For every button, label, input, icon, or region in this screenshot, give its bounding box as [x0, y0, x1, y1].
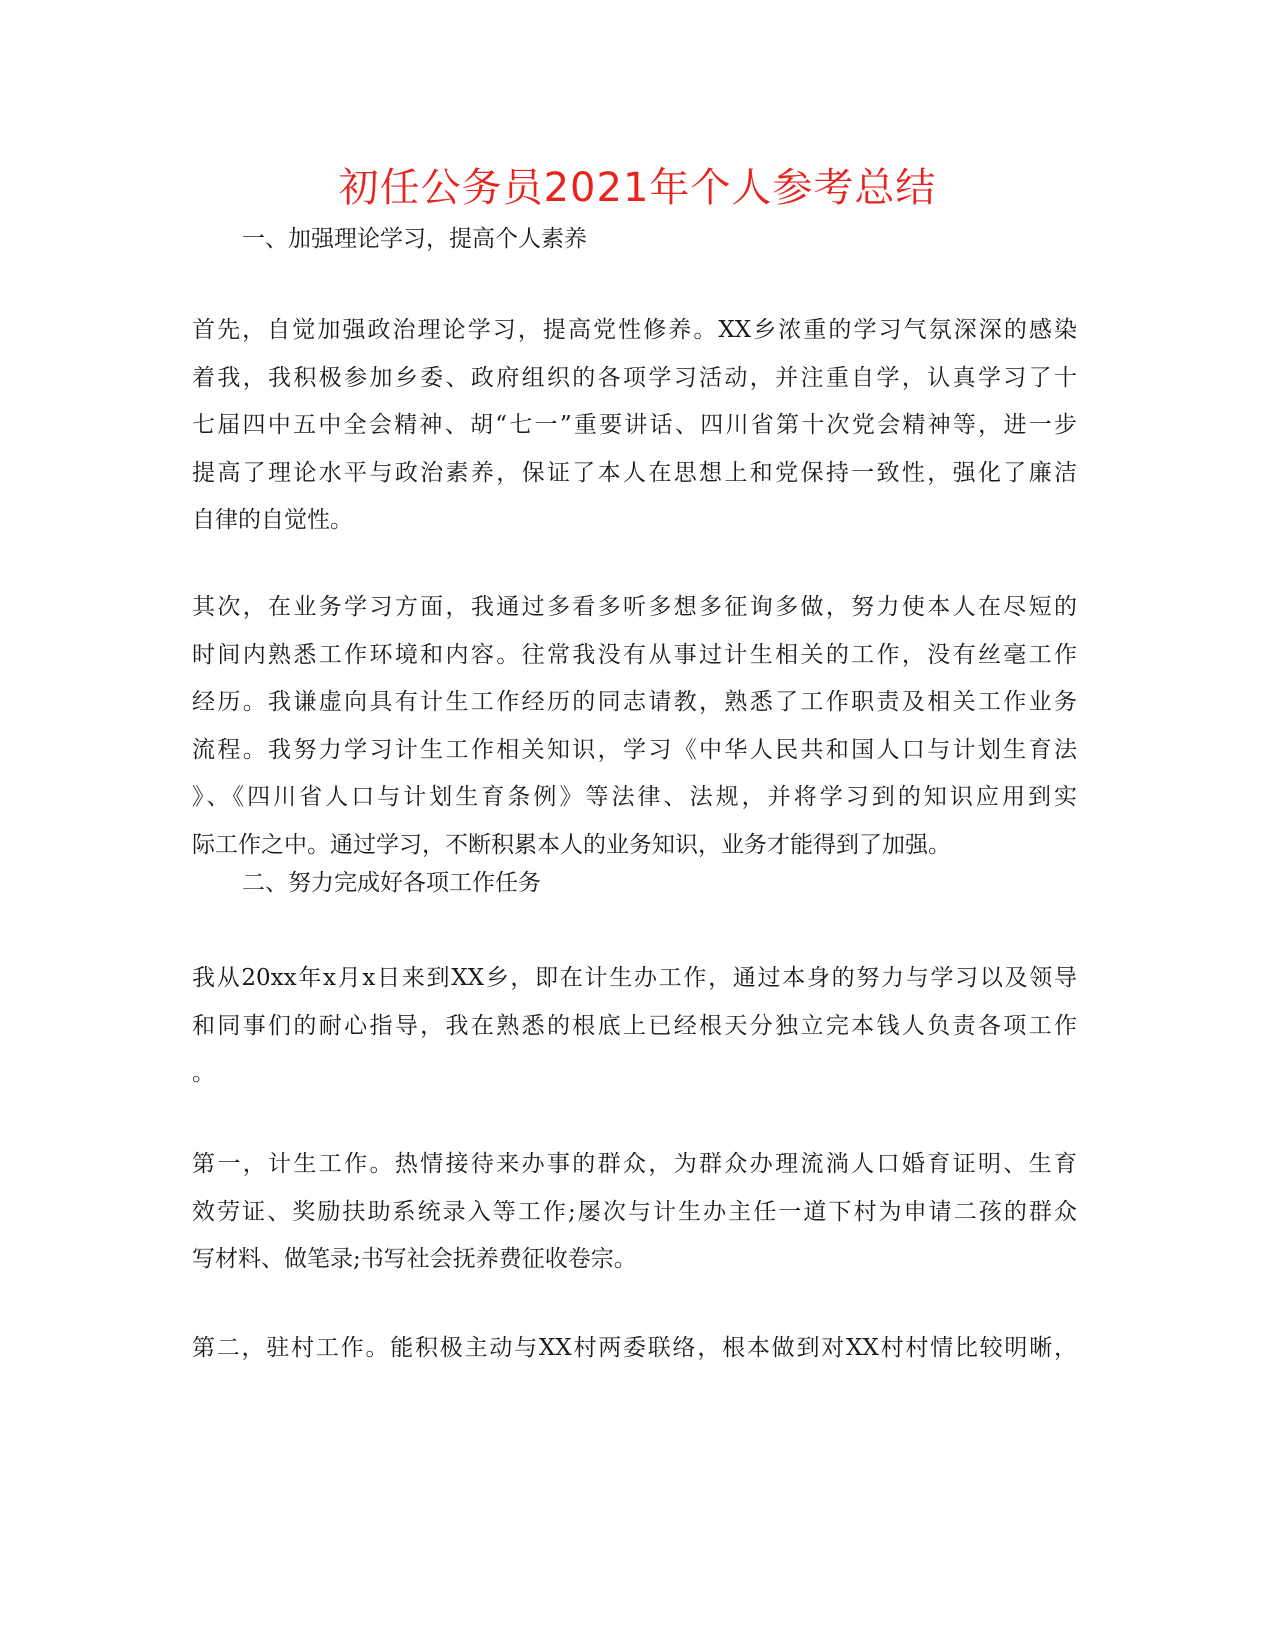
paragraph-line: 经历。我谦虚向具有计生工作经历的同志请教，熟悉了工作职责及相关工作业务 — [192, 689, 1077, 715]
paragraph-business-study — [192, 584, 1077, 869]
paragraph-line: 我从20xx年x月x日来到XX乡，即在计生办工作，通过本身的努力与学习以及领导 — [192, 965, 1077, 991]
paragraph-line: 。 — [192, 1060, 215, 1086]
paragraph-line: 首先，自觉加强政治理论学习，提高党性修养。XX乡浓重的学习气氛深深的感染 — [192, 317, 1077, 343]
paragraph-line: 其次，在业务学习方面，我通过多看多听多想多征询多做，努力使本人在尽短的 — [192, 594, 1077, 620]
paragraph-line: 流程。我努力学习计生工作相关知识，学习《中华人民共和国人口与计划生育法 — [192, 736, 1077, 763]
document-title: 初任公务员2021年个人参考总结 — [338, 165, 937, 211]
paragraph-line: 际工作之中。通过学习，不断积累本人的业务知识，业务才能得到了加强。 — [192, 831, 951, 858]
paragraph-line: 和同事们的耐心指导，我在熟悉的根底上已经根天分独立完本钱人负责各项工作 — [192, 1012, 1077, 1039]
paragraph-village-work — [192, 1325, 1077, 1373]
paragraph-line: 着我，我积极参加乡委、政府组织的各项学习活动，并注重自学，认真学习了十 — [192, 364, 1077, 391]
paragraph-line: 时间内熟悉工作环境和内容。往常我没有从事过计生相关的工作，没有丝毫工作 — [192, 641, 1077, 668]
paragraph-line: 自律的自觉性。 — [192, 507, 353, 533]
paragraph-political-study — [192, 307, 1077, 545]
paragraph-line: 七届四中五中全会精神、胡“七一”重要讲话、四川省第十次党会精神等，进一步 — [192, 412, 1077, 438]
paragraph-line: 提高了理论水平与政治素养，保证了本人在思想上和党保持一致性，强化了廉洁 — [192, 459, 1077, 486]
paragraph-family-planning-work — [192, 1141, 1077, 1284]
section-heading-2: 二、努力完成好各项工作任务 — [242, 870, 541, 896]
paragraph-line: 第一，计生工作。热情接待来办事的群众，为群众办理流淌人口婚育证明、生育 — [192, 1151, 1077, 1177]
paragraph-arrival — [192, 955, 1077, 1098]
paragraph-line: 》、《四川省人口与计划生育条例》等法律、法规，并将学习到的知识应用到实 — [192, 784, 1077, 810]
paragraph-line: 写材料、做笔录;书写社会抚养费征收卷宗。 — [192, 1246, 637, 1272]
paragraph-line: 效劳证、奖励扶助系统录入等工作;屡次与计生办主任一道下村为申请二孩的群众 — [192, 1198, 1077, 1225]
section-heading-1: 一、加强理论学习，提高个人素养 — [242, 226, 587, 252]
paragraph-line: 第二，驻村工作。能积极主动与XX村两委联络，根本做到对XX村村情比较明晰， — [192, 1335, 1077, 1361]
